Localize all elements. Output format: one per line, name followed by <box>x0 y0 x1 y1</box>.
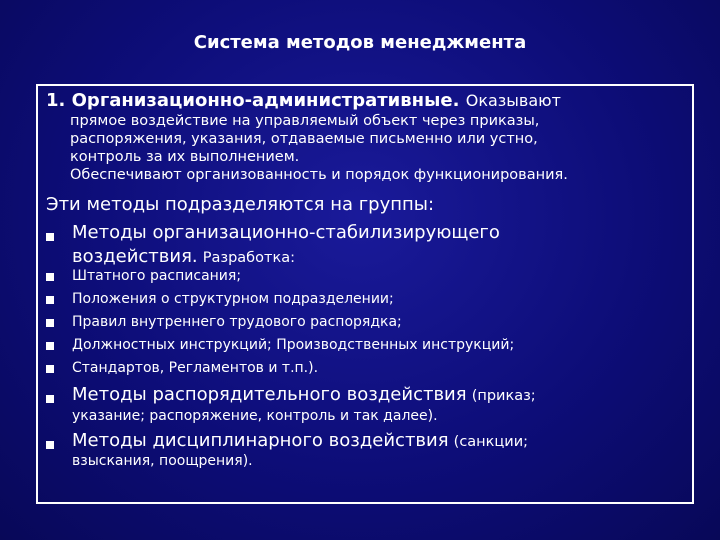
group1-item: Положения о структурном подразделении; <box>72 291 394 307</box>
group3-title: Методы дисциплинарного воздействия <box>72 430 449 451</box>
bullet-icon <box>46 319 54 327</box>
bullet-icon <box>46 365 54 373</box>
bullet-icon <box>46 233 54 241</box>
section1-lead: Оказывают <box>465 91 561 110</box>
group1-item: Правил внутреннего трудового распорядка; <box>72 314 402 330</box>
bullet-icon <box>46 441 54 449</box>
bullet-icon <box>46 296 54 304</box>
group1-title: Методы организационно-стабилизирующего <box>72 222 500 243</box>
group2-title-line <box>72 384 536 405</box>
section1-line: распоряжения, указания, отдаваемые письменно или устно, <box>70 131 538 147</box>
group1-item: Должностных инструкций; Производственных инструкций; <box>72 337 515 353</box>
groups-heading: Эти методы подразделяются на группы: <box>46 194 435 215</box>
group1-line2-small: Разработка: <box>202 250 295 266</box>
section1-line: прямое воздействие на управляемый объект через приказы, <box>70 113 540 129</box>
group1-item: Стандартов, Регламентов и т.п.). <box>72 360 319 376</box>
group1-line2-main: воздействия. <box>72 246 198 267</box>
content-panel <box>36 84 694 504</box>
group1-item: Штатного расписания; <box>72 268 242 284</box>
group2-title: Методы распорядительного воздействия <box>72 384 467 405</box>
section1-line: Обеспечивают организованность и порядок функционирования. <box>70 167 568 183</box>
group3-paren: (санкции; <box>453 434 529 450</box>
section1-heading: 1. Организационно-административные. <box>46 90 460 111</box>
group2-paren: (приказ; <box>471 388 536 404</box>
bullet-icon <box>46 395 54 403</box>
slide-title: Система методов менеджмента <box>193 32 527 53</box>
group3-title-line <box>72 430 528 451</box>
section1-line: контроль за их выполнением. <box>70 149 300 165</box>
group2-line2: указание; распоряжение, контроль и так далее). <box>72 408 438 424</box>
group1-line2 <box>72 246 295 267</box>
bullet-icon <box>46 273 54 281</box>
bullet-icon <box>46 342 54 350</box>
section1-heading-line <box>46 90 561 111</box>
section1-body <box>70 112 694 184</box>
group3-line2: взыскания, поощрения). <box>72 453 253 469</box>
